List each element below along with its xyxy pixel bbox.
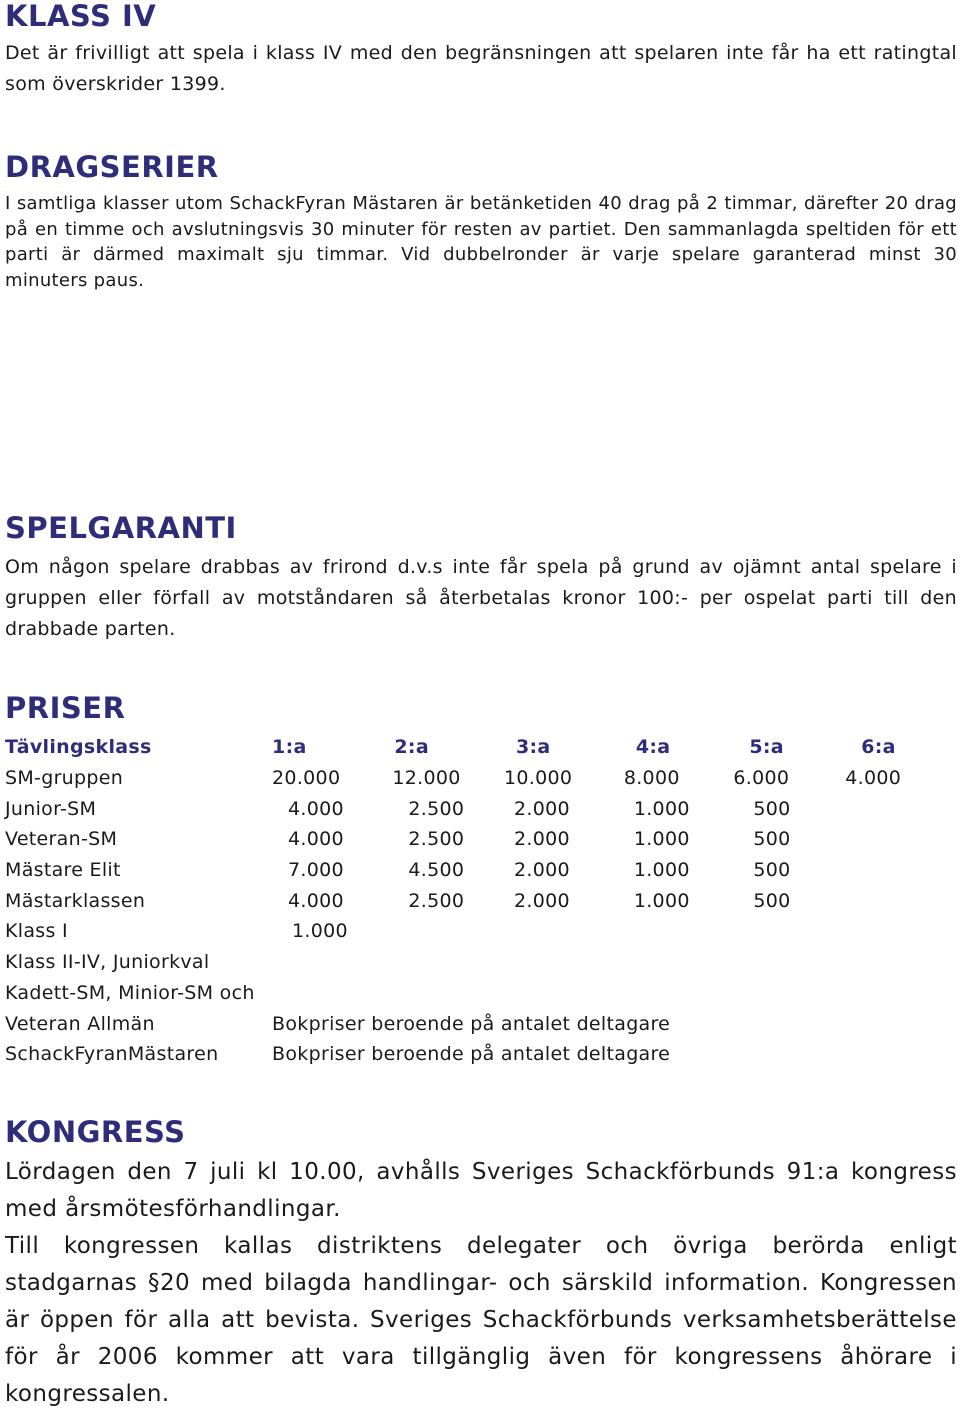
section-klass-iv (5, 0, 957, 100)
table-row (5, 855, 957, 886)
table-row (5, 1039, 957, 1070)
class-name: Mästarklassen (5, 889, 146, 912)
class-name: Kadett-SM, Minior-SM och (5, 981, 255, 1004)
prize-value: 10.000 (504, 767, 573, 790)
header-cell: 3:a (516, 736, 551, 759)
class-name: SchackFyranMästaren (5, 1043, 219, 1066)
heading-kongress: KONGRESS (5, 1115, 186, 1149)
text-dragserier: I samtliga klasser utom SchackFyran Mästaren är betänketiden 40 drag på 2 timmar, därefter 20 drag på en timme och avslutningsvis 30 minuter för resten av partiet. Den sammanlagda speltiden för ett parti är därmed maximalt sju timmar. Vid dubbelronder är varje spelare garanterad minst 30 minuters paus. (5, 193, 957, 291)
prize-value: 2.500 (408, 889, 465, 912)
prize-value: 2.500 (408, 797, 465, 820)
header-cell: 5:a (749, 736, 784, 759)
prize-value: 4.000 (288, 889, 344, 912)
prize-value: 12.000 (392, 767, 461, 790)
prize-value: 2.000 (514, 797, 570, 820)
prize-value: 1.000 (633, 859, 690, 882)
prize-value: 2.500 (408, 828, 465, 851)
class-name: Junior-SM (5, 797, 97, 820)
section-kongress (5, 1116, 957, 1413)
table-row (5, 763, 957, 794)
prize-value: 500 (753, 889, 791, 912)
table-row (5, 885, 957, 916)
text-kongress-2: Till kongressen kallas distriktens delegater och övriga berörda enligt stadgarnas §20 med bilagda handlingar- och särskild information. Kongressen är öppen för alla att bevista. Sveriges Schackförbunds verksamhetsberättelse för år 2006 kommer att vara tillgänglig även för kongressens åhörare i kongressalen. (5, 1233, 957, 1407)
prize-description: Bokpriser beroende på antalet deltagare (272, 1043, 671, 1066)
prize-value: 2.000 (514, 889, 570, 912)
prize-value: 7.000 (288, 859, 344, 882)
heading-spelgaranti: SPELGARANTI (5, 511, 237, 545)
header-cell: Tävlingsklass (5, 736, 152, 759)
class-name: Mästare Elit (5, 859, 121, 882)
heading-priser: PRISER (5, 691, 126, 725)
header-cell: 1:a (272, 736, 307, 759)
text-kongress-1: Lördagen den 7 juli kl 10.00, avhålls Sveriges Schackförbunds 91:a kongress med årsmötesförhandlingar. (5, 1159, 957, 1222)
class-name: Klass I (5, 920, 68, 943)
table-row (5, 793, 957, 824)
table-row (5, 947, 957, 978)
table-row (5, 824, 957, 855)
prize-table-header (5, 732, 957, 763)
section-spelgaranti (5, 512, 957, 645)
prize-value: 4.000 (288, 828, 344, 851)
class-name: SM-gruppen (5, 767, 124, 790)
prize-value: 4.000 (845, 767, 902, 790)
prize-value: 1.000 (633, 797, 690, 820)
class-name: Veteran-SM (5, 828, 118, 851)
text-spelgaranti: Om någon spelare drabbas av frirond d.v.s inte får spela på grund av ojämnt antal spelare i gruppen eller förfall av motståndaren så återbetalas kronor 100:- per ospelat parti till den drabbade parten. (5, 556, 957, 640)
prize-value: 4.500 (408, 859, 465, 882)
prize-value: 6.000 (733, 767, 790, 790)
class-name: Veteran Allmän (5, 1012, 155, 1035)
prize-value: 500 (753, 797, 791, 820)
table-row (5, 916, 957, 947)
prize-value: 2.000 (514, 859, 570, 882)
prize-value: 8.000 (623, 767, 680, 790)
prize-table (5, 732, 957, 1070)
prize-value: 1.000 (633, 889, 690, 912)
text-klass-iv: Det är frivilligt att spela i klass IV med den begränsningen att spelaren inte får ha ett ratingtal som överskrider 1399. (5, 42, 957, 95)
prize-description: Bokpriser beroende på antalet deltagare (272, 1012, 671, 1035)
header-cell: 4:a (635, 736, 671, 759)
prize-value: 500 (753, 828, 791, 851)
section-priser (5, 692, 957, 1070)
table-row (5, 978, 957, 1009)
class-name: Klass II-IV, Juniorkval (5, 951, 210, 974)
section-dragserier (5, 151, 957, 293)
prize-value: 1.000 (292, 920, 348, 943)
prize-value: 4.000 (288, 797, 344, 820)
heading-klass-iv: KLASS IV (5, 0, 157, 33)
header-cell: 6:a (861, 736, 896, 759)
prize-value: 1.000 (633, 828, 690, 851)
header-cell: 2:a (394, 736, 429, 759)
table-row (5, 1008, 957, 1039)
heading-dragserier: DRAGSERIER (5, 150, 219, 184)
prize-value: 20.000 (272, 767, 341, 790)
prize-value: 500 (753, 859, 791, 882)
prize-value: 2.000 (514, 828, 570, 851)
